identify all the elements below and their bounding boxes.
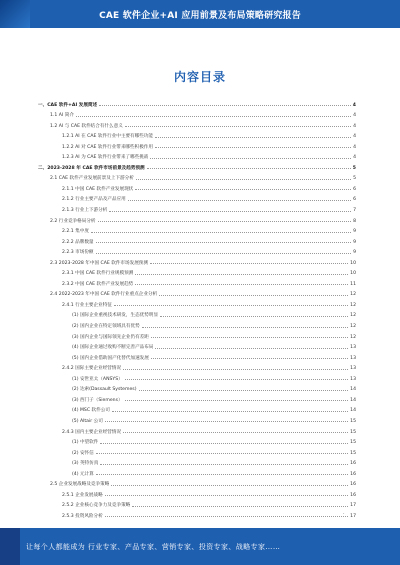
toc-leader-dots [125, 400, 349, 401]
toc-entry-page: 16 [350, 482, 356, 488]
toc-leader-dots [135, 189, 351, 190]
toc-entry-page: 14 [350, 408, 356, 414]
toc-entry[interactable] [38, 340, 356, 351]
toc-leader-dots [159, 295, 348, 296]
toc-entry[interactable] [38, 108, 356, 119]
toc-leader-dots [150, 263, 348, 264]
toc-leader-dots [105, 516, 348, 517]
toc-entry-label: 2.2.2 品牌数量 [62, 239, 94, 245]
toc-entry-label: (5) 国内企业借助国产化替代加速发展 [72, 355, 149, 361]
toc-entry-label: 1.2.3 AI 为 CAE 软件行业带来了哪些挑战 [62, 155, 149, 161]
toc-entry[interactable] [38, 181, 356, 192]
toc-entry-page: 12 [350, 292, 356, 298]
toc-entry-page: 4 [353, 144, 356, 150]
toc-entry-label: 2.4.2 国际主要企业经营情况 [62, 366, 122, 372]
toc-entry-label: (2) 达索(Dassault Systemes) [72, 387, 137, 393]
toc-entry[interactable] [38, 477, 356, 488]
toc-leader-dots [151, 358, 348, 359]
toc-entry-label: 2.4 2022-2023 年中国 CAE 软件行业重点企业分析 [50, 292, 158, 298]
toc-entry-page: 9 [353, 229, 356, 235]
toc-entry-label: 2.5.2 企业核心竞争力及竞争策略 [62, 503, 131, 509]
toc-entry-label: 2.2.1 集中度 [62, 229, 89, 235]
toc-entry[interactable] [38, 413, 356, 424]
toc-entry[interactable] [38, 287, 356, 298]
toc-leader-dots [109, 211, 351, 212]
toc-entry[interactable] [38, 97, 356, 108]
toc-leader-dots [91, 232, 351, 233]
toc-entry-label: (1) 安世亚太（ANSYS） [72, 376, 123, 382]
toc-entry-page: 4 [353, 155, 356, 161]
toc-entry[interactable] [38, 487, 356, 498]
toc-entry[interactable] [38, 424, 356, 435]
toc-entry-label: 二、2023-2028 年 CAE 软件市场前景及趋势预测 [38, 165, 145, 171]
toc-leader-dots [96, 474, 348, 475]
toc-entry-label: (3) 西门子（Siemens） [72, 397, 123, 403]
toc-leader-dots [155, 348, 348, 349]
toc-entry[interactable] [38, 150, 356, 161]
toc-entry-label: 1.1 AI 简介 [50, 113, 74, 119]
toc-entry-label: 2.3.2 中国 CAE 软件产业发展趋势 [62, 281, 134, 287]
toc-leader-dots [100, 464, 348, 465]
toc-entry-page: 10 [350, 260, 356, 266]
toc-entry-page: 12 [350, 324, 356, 330]
page-header [0, 0, 400, 28]
table-of-contents [38, 97, 356, 519]
toc-entry-label: 1.2.1 AI 在 CAE 软件行业中主要有哪些功能 [62, 134, 153, 140]
toc-leader-dots [128, 200, 351, 201]
toc-entry-label: 2.1.2 行业主要产品及产品应用 [62, 197, 126, 203]
toc-entry-page: 5 [352, 165, 356, 171]
toc-entry-page: 15 [350, 440, 356, 446]
toc-leader-dots [98, 221, 352, 222]
toc-entry[interactable] [38, 224, 356, 235]
toc-entry-label: 1.2 AI 与 CAE 软件结合有什么意义 [50, 123, 123, 129]
toc-entry-page: 17 [350, 503, 356, 509]
toc-entry[interactable] [38, 498, 356, 509]
toc-entry-label: 2.5 企业发展战略及竞争策略 [50, 482, 110, 488]
toc-entry-page: 13 [350, 345, 356, 351]
toc-entry[interactable] [38, 392, 356, 403]
toc-entry-label: 2.5.3 投资风险分析 [62, 513, 103, 519]
corner-mark: · [343, 511, 345, 517]
toc-entry-label: 2.2.3 市场份额 [62, 250, 94, 256]
toc-leader-dots [114, 305, 348, 306]
toc-entry-page: 10 [350, 271, 356, 277]
toc-entry[interactable] [38, 371, 356, 382]
toc-entry-label: 2.2 行业竞争格局分析 [50, 218, 96, 224]
toc-leader-dots [99, 105, 351, 106]
toc-leader-dots [125, 126, 351, 127]
toc-entry[interactable] [38, 361, 356, 372]
toc-entry[interactable] [38, 192, 356, 203]
toc-entry-page: 14 [350, 387, 356, 393]
toc-leader-dots [136, 179, 351, 180]
toc-entry[interactable] [38, 297, 356, 308]
toc-leader-dots [76, 116, 351, 117]
toc-entry[interactable] [38, 139, 356, 150]
toc-entry-label: (4) 元计算 [72, 471, 94, 477]
toc-entry[interactable] [38, 435, 356, 446]
toc-entry-page: 15 [350, 450, 356, 456]
toc-entry-page: 4 [352, 102, 356, 108]
toc-leader-dots [96, 453, 348, 454]
toc-entry[interactable] [38, 171, 356, 182]
toc-entry-page: 17 [350, 513, 356, 519]
toc-entry[interactable] [38, 234, 356, 245]
toc-entry-page: 5 [353, 176, 356, 182]
toc-entry-label: 2.1 CAE 软件产业发展前景及上下游分析 [50, 176, 134, 182]
toc-leader-dots [142, 327, 348, 328]
toc-entry[interactable] [38, 403, 356, 414]
toc-entry-label: (5) Altair 公司 [72, 418, 103, 424]
toc-entry[interactable] [38, 508, 356, 519]
toc-entry-page: 9 [353, 250, 356, 256]
toc-leader-dots [160, 316, 348, 317]
toc-entry[interactable] [38, 255, 356, 266]
toc-entry[interactable] [38, 466, 356, 477]
toc-entry-page: 13 [350, 366, 356, 372]
toc-leader-dots [105, 495, 348, 496]
toc-entry-page: 16 [350, 471, 356, 477]
toc-leader-dots [125, 379, 348, 380]
toc-entry-page: 13 [350, 355, 356, 361]
toc-entry-page: 7 [353, 208, 356, 214]
toc-entry[interactable] [38, 245, 356, 256]
toc-entry-page: 8 [353, 218, 356, 224]
toc-entry-page: 6 [353, 186, 356, 192]
toc-entry[interactable] [38, 445, 356, 456]
toc-entry[interactable] [38, 213, 356, 224]
toc-entry-label: 一、CAE 软件+AI 发展简述 [38, 102, 98, 108]
toc-leader-dots [147, 168, 351, 169]
toc-entry-page: 15 [350, 429, 356, 435]
toc-entry-page: 16 [350, 492, 356, 498]
page-footer [0, 528, 400, 565]
page-title: 内容目录 [173, 70, 226, 84]
toc-entry[interactable] [38, 382, 356, 393]
toc-entry-label: (2) 国内企业在特定领域具有优势 [72, 324, 140, 330]
toc-entry-page: 14 [350, 397, 356, 403]
toc-entry-page: 9 [353, 239, 356, 245]
toc-leader-dots [135, 274, 348, 275]
toc-leader-dots [105, 421, 348, 422]
toc-leader-dots [123, 432, 348, 433]
toc-entry-page: 12 [350, 313, 356, 319]
toc-entry[interactable] [38, 456, 356, 467]
toc-entry[interactable] [38, 160, 356, 171]
toc-entry[interactable] [38, 318, 356, 329]
toc-entry-label: (1) 中望软件 [72, 440, 99, 446]
toc-leader-dots [96, 242, 352, 243]
footer-accent-block [0, 528, 20, 565]
toc-entry-page: 13 [350, 376, 356, 382]
toc-entry-label: 2.3 2023-2028 年中国 CAE 软件市场发展预测 [50, 260, 148, 266]
toc-entry-label: (2) 安怀信 [72, 450, 94, 456]
report-title: CAE 软件企业+AI 应用前景及布局策略研究报告 [99, 11, 301, 21]
toc-leader-dots [135, 284, 348, 285]
toc-entry-page: 4 [353, 113, 356, 119]
toc-entry-page: 4 [353, 123, 356, 129]
toc-entry[interactable] [38, 350, 356, 361]
toc-entry-label: (3) 英特仿真 [72, 461, 99, 467]
toc-entry-page: 12 [350, 302, 356, 308]
toc-entry[interactable] [38, 329, 356, 340]
toc-entry-label: 2.1.3 行业上下游分析 [62, 208, 108, 214]
toc-entry-label: 2.5.1 企业发展战略 [62, 492, 103, 498]
toc-entry-page: 12 [350, 334, 356, 340]
toc-entry[interactable] [38, 202, 356, 213]
toc-entry-label: 2.4.3 国内主要企业经营情况 [62, 429, 122, 435]
toc-entry-label: (3) 国内企业与国际领先企业仍有差距 [72, 334, 149, 340]
toc-entry-page: 16 [350, 461, 356, 467]
toc-entry-page: 11 [350, 281, 356, 287]
toc-leader-dots [150, 158, 351, 159]
toc-entry[interactable] [38, 308, 356, 319]
toc-leader-dots [155, 147, 351, 148]
toc-entry[interactable] [38, 118, 356, 129]
toc-entry-page: 4 [353, 134, 356, 140]
toc-leader-dots [155, 137, 351, 138]
toc-leader-dots [123, 369, 348, 370]
toc-entry[interactable] [38, 129, 356, 140]
toc-leader-dots [96, 253, 352, 254]
toc-leader-dots [132, 506, 348, 507]
toc-entry-page: 6 [353, 197, 356, 203]
toc-leader-dots [151, 337, 348, 338]
toc-entry-label: (4) MSC 软件公司 [72, 408, 110, 414]
toc-entry-page: 15 [350, 418, 356, 424]
toc-entry[interactable] [38, 266, 356, 277]
toc-leader-dots [100, 443, 348, 444]
toc-leader-dots [112, 411, 348, 412]
toc-entry-label: 1.2.2 AI 对 CAE 软件行业带来哪些积极作用 [62, 144, 153, 150]
toc-leader-dots [139, 390, 349, 391]
footer-slogan: 让每个人都能成为 行业专家、产品专家、营销专家、投资专家、战略专家…… [26, 543, 281, 551]
toc-entry-label: 2.3.1 中国 CAE 软件行业规模预测 [62, 271, 134, 277]
toc-leader-dots [111, 485, 348, 486]
toc-entry-label: (1) 国际企业重视技术研发，生态优势明显 [72, 313, 159, 319]
toc-entry-label: 2.1.1 中国 CAE 软件产业发展现状 [62, 186, 134, 192]
toc-entry[interactable] [38, 276, 356, 287]
toc-entry-label: 2.4.1 行业主要企业特征 [62, 302, 112, 308]
toc-entry-label: (4) 国际企业通过收购不断完善产品布局 [72, 345, 154, 351]
